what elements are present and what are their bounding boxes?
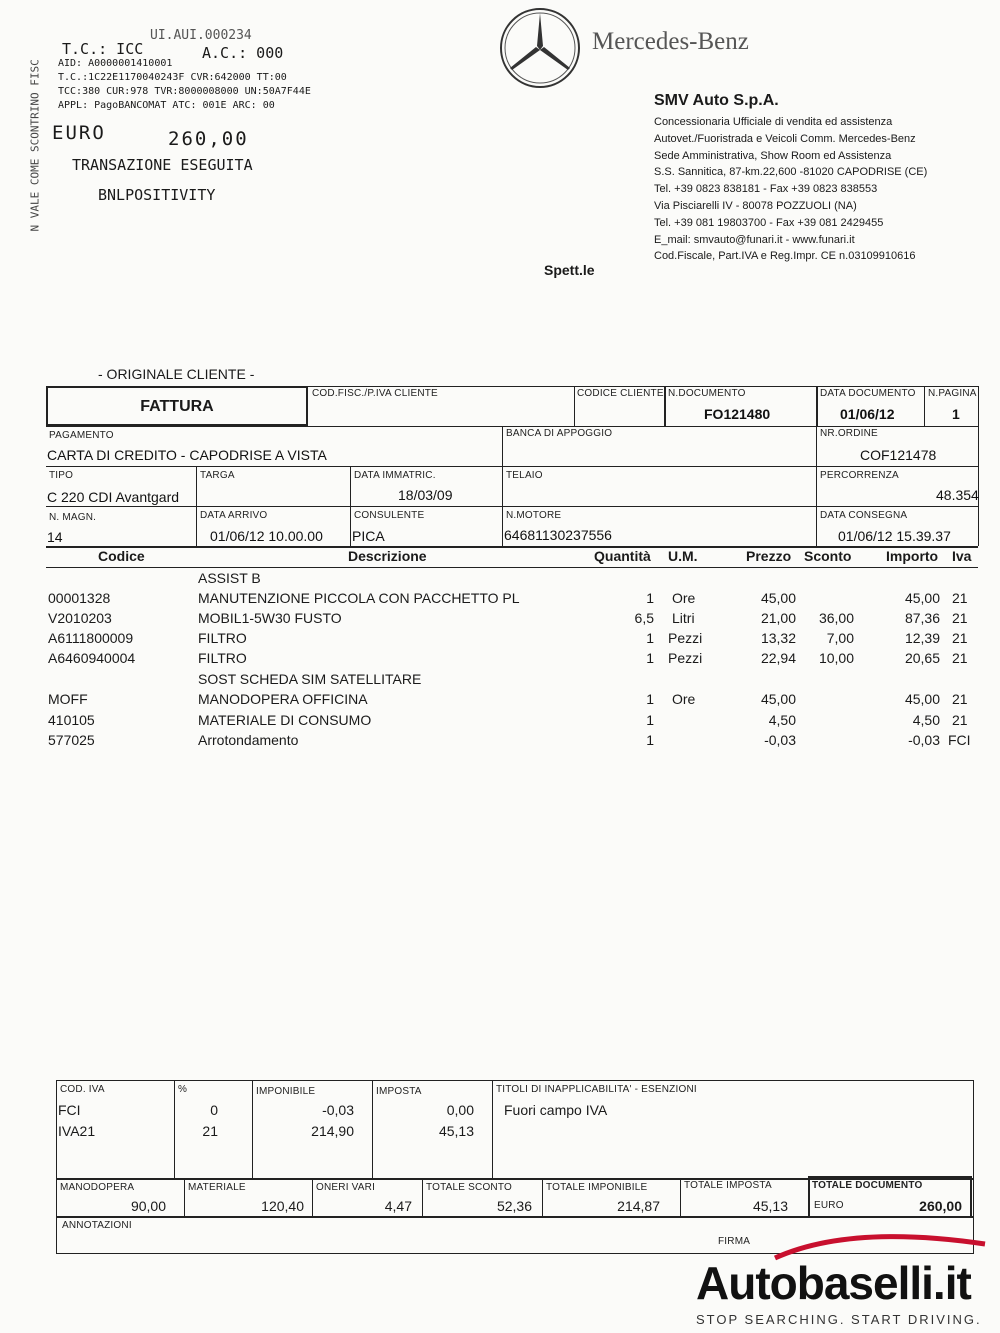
item-codice: V2010203 xyxy=(48,610,112,626)
label-telaio: TELAIO xyxy=(506,470,543,481)
col-codice: Codice xyxy=(98,548,145,564)
label-nrordine: NR.ORDINE xyxy=(820,428,878,439)
vat-perc: 0 xyxy=(210,1102,218,1118)
order-number: COF121478 xyxy=(860,447,937,463)
label-codfisc: COD.FISC./P.IVA CLIENTE xyxy=(312,388,438,399)
vat-row xyxy=(0,1102,1000,1122)
item-iva: 21 xyxy=(952,691,968,707)
item-descr: MOBIL1-5W30 FUSTO xyxy=(198,610,342,626)
item-prezzo: 21,00 xyxy=(760,610,796,626)
label-nmotore: N.MOTORE xyxy=(506,510,562,521)
item-descr: MANUTENZIONE PICCOLA CON PACCHETTO PL xyxy=(198,590,520,606)
dealer-line: S.S. Sannitica, 87-km.22,600 -81020 CAPODRISE (CE) xyxy=(654,166,928,179)
col-um: U.M. xyxy=(668,548,698,564)
label-titoli: TITOLI DI INAPPLICABILITA' - ESENZIONI xyxy=(496,1084,697,1095)
item-importo: 20,65 xyxy=(904,650,940,666)
label-dataconsegna: DATA CONSEGNA xyxy=(820,510,908,521)
label-totimposta: TOTALE IMPOSTA xyxy=(684,1180,772,1191)
watermark-brand: Autobaselli.it xyxy=(696,1257,971,1309)
item-iva: 21 xyxy=(952,712,968,728)
label-manodopera: MANODOPERA xyxy=(60,1182,135,1193)
item-codice: MOFF xyxy=(48,691,88,707)
mileage: 48.354 xyxy=(936,487,979,503)
item-um: Pezzi xyxy=(668,630,703,646)
label-totimponibile: TOTALE IMPONIBILE xyxy=(546,1182,648,1193)
receipt-terminal: BNLPOSITIVITY xyxy=(98,186,216,204)
item-qta: 1 xyxy=(646,732,654,748)
receipt-ac: A.C.: 000 xyxy=(202,44,284,62)
label-targa: TARGA xyxy=(200,470,235,481)
label-banca: BANCA DI APPOGGIO xyxy=(506,428,613,439)
dealer-line: Sede Amministrativa, Show Room ed Assistenza xyxy=(654,149,892,162)
total-imponibile: 214,87 xyxy=(617,1198,660,1214)
original-cliente: - ORIGINALE CLIENTE - xyxy=(98,366,255,382)
vat-imponibile: 214,90 xyxy=(311,1123,354,1139)
item-importo: 45,00 xyxy=(904,590,940,606)
item-prezzo: 45,00 xyxy=(760,590,796,606)
label-npagina: N.PAGINA xyxy=(928,388,977,399)
item-descr: MATERIALE DI CONSUMO xyxy=(198,712,372,728)
label-euro: EURO xyxy=(814,1200,844,1211)
vat-imposta: 0,00 xyxy=(446,1102,474,1118)
item-sconto: 7,00 xyxy=(826,630,854,646)
dealer-line: Tel. +39 081 19803700 - Fax +39 081 2429455 xyxy=(654,216,884,229)
item-descr: MANODOPERA OFFICINA xyxy=(198,691,368,707)
receipt-status: TRANSAZIONE ESEGUITA xyxy=(72,156,253,174)
brand-name: Mercedes-Benz xyxy=(592,28,749,55)
item-importo: 12,39 xyxy=(904,630,940,646)
payment-method: CARTA DI CREDITO - CAPODRISE A VISTA xyxy=(47,447,327,463)
item-descr: FILTRO xyxy=(198,630,247,646)
table-row xyxy=(0,570,1000,590)
dealer-info xyxy=(654,114,927,265)
item-codice: 577025 xyxy=(48,732,95,748)
receipt-side-text: N VALE COME SCONTRINO FISC xyxy=(28,59,42,232)
item-importo: 4,50 xyxy=(912,712,940,728)
label-firma: FIRMA xyxy=(718,1236,751,1247)
label-tipo: TIPO xyxy=(49,470,74,481)
label-ndoc: N.DOCUMENTO xyxy=(668,388,746,399)
watermark-tagline: STOP SEARCHING. START DRIVING. xyxy=(696,1312,982,1327)
item-qta: 6,5 xyxy=(634,610,654,626)
total-manodopera: 90,00 xyxy=(130,1198,166,1214)
label-dataarrivo: DATA ARRIVO xyxy=(200,510,268,521)
receipt-tc: T.C.: ICC xyxy=(62,40,144,58)
item-prezzo: 4,50 xyxy=(768,712,796,728)
col-descrizione: Descrizione xyxy=(348,548,427,564)
vat-cod: IVA21 xyxy=(58,1123,96,1139)
vat-perc: 21 xyxy=(202,1123,218,1139)
totals-values xyxy=(0,1198,1000,1218)
total-documento: 260,00 xyxy=(919,1198,962,1214)
item-qta: 1 xyxy=(646,650,654,666)
arrival-date: 01/06/12 10.00.00 xyxy=(210,528,323,544)
table-row xyxy=(0,691,1000,711)
label-pagamento: PAGAMENTO xyxy=(49,430,114,441)
item-qta: 1 xyxy=(646,691,654,707)
item-importo: 45,00 xyxy=(904,691,940,707)
item-prezzo: 45,00 xyxy=(760,691,796,707)
item-um: Pezzi xyxy=(668,650,703,666)
receipt-euro-amount: 260,00 xyxy=(168,128,249,150)
item-descr: ASSIST B xyxy=(198,570,261,586)
item-iva: 21 xyxy=(952,650,968,666)
table-row xyxy=(0,712,1000,732)
col-sconto: Sconto xyxy=(804,548,852,564)
vat-titolo: Fuori campo IVA xyxy=(504,1102,608,1118)
label-datadoc: DATA DOCUMENTO xyxy=(820,388,916,399)
receipt-appl: APPL: PagoBANCOMAT ATC: 001E ARC: 00 xyxy=(58,100,275,111)
vat-imposta: 45,13 xyxy=(438,1123,474,1139)
mercedes-star-icon xyxy=(498,6,582,90)
dealer-name: SMV Auto S.p.A. xyxy=(654,92,779,109)
label-imposta: IMPOSTA xyxy=(376,1086,422,1097)
item-importo: 87,36 xyxy=(904,610,940,626)
item-codice: 410105 xyxy=(48,712,95,728)
label-dataimm: DATA IMMATRIC. xyxy=(354,470,436,481)
spett-label: Spett.le xyxy=(544,262,595,278)
label-percorrenza: PERCORRENZA xyxy=(820,470,899,481)
dealer-line: Autovet./Fuoristrada e Veicoli Comm. Mercedes-Benz xyxy=(654,132,916,145)
dealer-line: Concessionaria Ufficiale di vendita ed assistenza xyxy=(654,116,893,128)
dealer-line: E_mail: smvauto@funari.it - www.funari.it xyxy=(654,233,855,246)
vat-cod: FCI xyxy=(58,1102,81,1118)
table-row xyxy=(0,650,1000,670)
doc-type-box xyxy=(46,386,308,426)
label-totsconto: TOTALE SCONTO xyxy=(426,1182,512,1193)
col-prezzo: Prezzo xyxy=(746,548,792,564)
label-totdocumento: TOTALE DOCUMENTO xyxy=(812,1180,923,1191)
label-materiale: MATERIALE xyxy=(188,1182,246,1193)
table-row xyxy=(0,732,1000,752)
item-qta: 1 xyxy=(646,590,654,606)
col-quantita: Quantità xyxy=(594,548,651,564)
table-row xyxy=(0,590,1000,610)
receipt-tcc: TCC:380 CUR:978 TVR:8000008000 UN:50A7F44E xyxy=(58,86,311,97)
item-um: Litri xyxy=(672,610,695,626)
table-row xyxy=(0,630,1000,650)
item-iva: 21 xyxy=(952,590,968,606)
item-descr: Arrotondamento xyxy=(198,732,299,748)
vehicle-model: C 220 CDI Avantgard xyxy=(47,489,180,505)
document-date: 01/06/12 xyxy=(840,406,895,422)
col-importo: Importo xyxy=(886,548,939,564)
dealer-line: Via Pisciarelli IV - 80078 POZZUOLI (NA) xyxy=(654,199,857,212)
item-codice: A6111800009 xyxy=(48,630,134,646)
item-prezzo: 13,32 xyxy=(760,630,796,646)
item-um: Ore xyxy=(672,691,696,707)
item-prezzo: -0,03 xyxy=(764,732,796,748)
doc-type: FATTURA xyxy=(140,398,214,415)
label-perc: % xyxy=(178,1084,188,1095)
item-sconto: 36,00 xyxy=(818,610,854,626)
items-header xyxy=(0,548,1000,568)
item-descr: SOST SCHEDA SIM SATELLITARE xyxy=(198,671,422,687)
item-um: Ore xyxy=(672,590,696,606)
item-iva: 21 xyxy=(952,630,968,646)
label-imponibile: IMPONIBILE xyxy=(256,1086,316,1097)
item-codice: 00001328 xyxy=(48,590,111,606)
delivery-date: 01/06/12 15.39.37 xyxy=(838,528,951,544)
label-nmagn: N. MAGN. xyxy=(49,512,97,523)
receipt-tc2: T.C.:1C22E1170040243F CVR:642000 TT:00 xyxy=(58,72,287,83)
item-iva: 21 xyxy=(952,610,968,626)
col-iva: Iva xyxy=(952,548,972,564)
total-sconto: 52,36 xyxy=(496,1198,532,1214)
item-importo: -0,03 xyxy=(908,732,940,748)
registration-date: 18/03/09 xyxy=(398,487,453,503)
item-qta: 1 xyxy=(646,630,654,646)
magazine-number: 14 xyxy=(47,529,63,545)
dealer-line: Tel. +39 0823 838181 - Fax +39 0823 838553 xyxy=(654,183,878,196)
total-materiale: 120,40 xyxy=(261,1198,304,1214)
vat-row xyxy=(0,1123,1000,1143)
label-oneri: ONERI VARI xyxy=(316,1182,376,1193)
engine-number: 64681130237556 xyxy=(504,527,612,543)
item-qta: 1 xyxy=(646,712,654,728)
document-number: FO121480 xyxy=(704,406,771,422)
receipt-top-cut: UI.AUI.000234 xyxy=(150,28,252,43)
vat-imponibile: -0,03 xyxy=(322,1102,354,1118)
receipt-euro-label: EURO xyxy=(52,122,106,144)
item-descr: FILTRO xyxy=(198,650,247,666)
item-sconto: 10,00 xyxy=(818,650,854,666)
item-iva: FCI xyxy=(948,732,971,748)
page-number: 1 xyxy=(952,406,960,422)
dealer-line: Cod.Fiscale, Part.IVA e Reg.Impr. CE n.03109910616 xyxy=(654,250,916,263)
receipt-aid: AID: A0000001410001 xyxy=(58,58,173,69)
advisor-name: PICA xyxy=(352,528,385,544)
total-oneri: 4,47 xyxy=(384,1198,412,1214)
item-codice: A6460940004 xyxy=(48,650,136,666)
total-imposta: 45,13 xyxy=(752,1198,788,1214)
item-prezzo: 22,94 xyxy=(760,650,796,666)
label-codiva: COD. IVA xyxy=(60,1084,105,1095)
label-consulente: CONSULENTE xyxy=(354,510,425,521)
table-row xyxy=(0,610,1000,630)
label-annotazioni: ANNOTAZIONI xyxy=(62,1220,132,1231)
label-codcliente: CODICE CLIENTE xyxy=(577,388,664,399)
table-row xyxy=(0,671,1000,691)
